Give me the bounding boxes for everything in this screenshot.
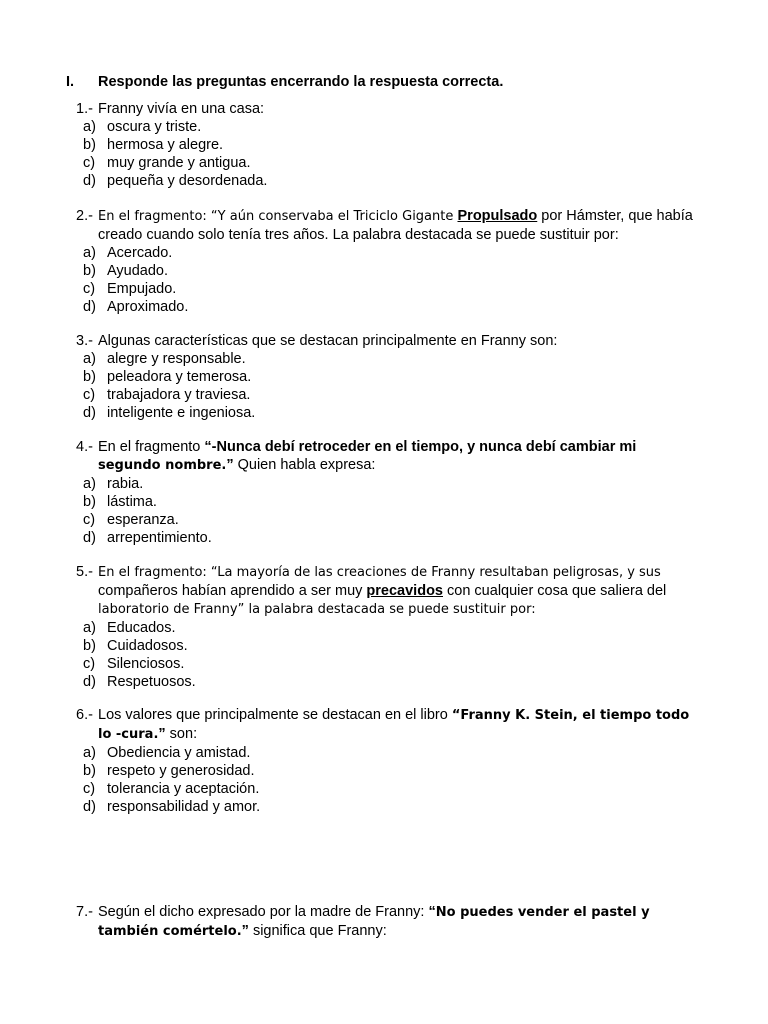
question-stem — [76, 563, 696, 619]
option-text: Aproximado. — [107, 299, 189, 315]
option-text: Educados. — [107, 620, 176, 636]
option-d[interactable] — [76, 673, 696, 691]
option-text: arrepentimiento. — [107, 530, 212, 546]
option-text: esperanza. — [107, 512, 179, 528]
option-text: hermosa y alegre. — [107, 137, 224, 153]
option-text: Obediencia y amistad. — [107, 745, 251, 761]
stem-text: Franny vivía en una casa: — [98, 101, 265, 117]
option-letter: d) — [83, 299, 96, 315]
option-letter: b) — [83, 494, 96, 510]
options-list — [76, 118, 696, 190]
section-instruction: Responde las preguntas encerrando la respuesta correcta. — [98, 74, 504, 90]
option-text: Empujado. — [107, 281, 177, 297]
option-a[interactable] — [76, 475, 696, 493]
option-letter: d) — [83, 405, 96, 421]
option-c[interactable] — [76, 154, 696, 172]
stem-text: En el fragmento — [98, 439, 205, 455]
option-a[interactable] — [76, 744, 696, 762]
stem-text: laboratorio de Franny” la palabra destacada se puede sustituir por: — [98, 602, 536, 617]
saying-text: también comértelo. — [98, 924, 242, 939]
option-c[interactable] — [76, 280, 696, 298]
option-text: Cuidadosos. — [107, 638, 188, 654]
options-list — [76, 744, 696, 816]
highlighted-word: Propulsado — [457, 208, 538, 224]
option-d[interactable] — [76, 404, 696, 422]
question-number: 2.- — [76, 208, 93, 224]
option-b[interactable] — [76, 637, 696, 655]
option-d[interactable] — [76, 298, 696, 316]
question-stem — [76, 903, 696, 941]
opening-quote: “ — [428, 904, 436, 920]
stem-text: Según el dicho expresado por la madre de Franny: — [98, 904, 429, 920]
option-text: responsabilidad y amor. — [107, 799, 261, 815]
option-d[interactable] — [76, 172, 696, 190]
closing-quote: ” — [241, 923, 249, 939]
option-text: tolerancia y aceptación. — [107, 781, 260, 797]
options-list — [76, 475, 696, 547]
option-text: Respetuosos. — [107, 674, 196, 690]
highlighted-word: precavidos — [366, 583, 443, 599]
options-list — [76, 619, 696, 691]
option-letter: d) — [83, 799, 96, 815]
option-a[interactable] — [76, 244, 696, 262]
option-letter: b) — [83, 369, 96, 385]
stem-text: Algunas características que se destacan principalmente en Franny son: — [98, 333, 558, 349]
option-a[interactable] — [76, 350, 696, 368]
option-letter: a) — [83, 476, 96, 492]
option-text: lástima. — [107, 494, 157, 510]
question-4 — [76, 438, 696, 547]
stem-text: significa que Franny: — [248, 923, 387, 939]
option-c[interactable] — [76, 780, 696, 798]
closing-quote: ” — [226, 457, 234, 473]
stem-text: En el fragmento: “La mayoría de las creaciones de Franny resultaban peligrosas, y sus — [98, 565, 661, 580]
option-text: trabajadora y traviesa. — [107, 387, 251, 403]
stem-text: En el fragmento: “Y aún conservaba el Triciclo Gigante — [98, 209, 458, 224]
option-b[interactable] — [76, 368, 696, 386]
option-d[interactable] — [76, 529, 696, 547]
option-b[interactable] — [76, 762, 696, 780]
option-letter: a) — [83, 351, 96, 367]
question-3 — [76, 332, 696, 422]
option-text: Ayudado. — [107, 263, 169, 279]
stem-text: Quien habla expresa: — [233, 457, 376, 473]
question-stem — [76, 706, 696, 744]
option-letter: c) — [83, 656, 96, 672]
question-stem — [76, 207, 696, 244]
question-stem — [76, 100, 696, 118]
option-letter: b) — [83, 638, 96, 654]
option-text: rabia. — [107, 476, 144, 492]
option-text: pequeña y desordenada. — [107, 173, 268, 189]
option-text: peleadora y temerosa. — [107, 369, 252, 385]
option-letter: d) — [83, 674, 96, 690]
question-7 — [76, 903, 696, 941]
option-text: inteligente e ingeniosa. — [107, 405, 256, 421]
option-letter: b) — [83, 763, 96, 779]
question-number: 4.- — [76, 439, 93, 455]
option-letter: c) — [83, 781, 96, 797]
option-b[interactable] — [76, 493, 696, 511]
options-list — [76, 350, 696, 422]
quoted-fragment: segundo nombre. — [98, 458, 227, 473]
option-b[interactable] — [76, 262, 696, 280]
option-c[interactable] — [76, 511, 696, 529]
option-d[interactable] — [76, 798, 696, 816]
option-text: muy grande y antigua. — [107, 155, 251, 171]
options-list — [76, 244, 696, 316]
option-text: oscura y triste. — [107, 119, 202, 135]
option-letter: c) — [83, 512, 96, 528]
question-number: 1.- — [76, 101, 93, 117]
option-letter: a) — [83, 245, 96, 261]
option-text: respeto y generosidad. — [107, 763, 255, 779]
stem-text: compañeros habían aprendido a ser muy — [98, 583, 367, 599]
section-heading — [66, 73, 503, 91]
option-letter: b) — [83, 137, 96, 153]
stem-text: Los valores que principalmente se destacan en el libro — [98, 707, 452, 723]
option-letter: c) — [83, 155, 96, 171]
option-b[interactable] — [76, 136, 696, 154]
option-c[interactable] — [76, 655, 696, 673]
quoted-fragment: “-Nunca debí retroceder en el tiempo, y nunca debí cambiar mi — [204, 439, 637, 455]
option-letter: b) — [83, 263, 96, 279]
question-2 — [76, 207, 696, 316]
question-number: 3.- — [76, 333, 93, 349]
question-number: 7.- — [76, 904, 93, 920]
option-letter: d) — [83, 173, 96, 189]
option-letter: a) — [83, 745, 96, 761]
question-1 — [76, 100, 696, 190]
option-letter: c) — [83, 281, 96, 297]
stem-text: con cualquier cosa que saliera del — [443, 583, 667, 599]
option-a[interactable] — [76, 118, 696, 136]
option-letter: c) — [83, 387, 96, 403]
closing-quote: ” — [158, 726, 166, 742]
option-text: Silenciosos. — [107, 656, 185, 672]
stem-text: por Hámster, que había creado cuando solo tenía tres años. La palabra destacada se puede sustituir por: — [98, 208, 693, 243]
question-number: 6.- — [76, 707, 93, 723]
option-a[interactable] — [76, 619, 696, 637]
stem-text: son: — [165, 726, 198, 742]
option-text: alegre y responsable. — [107, 351, 246, 367]
book-title: “Franny K. Stein, el tiempo todo — [451, 708, 690, 723]
option-letter: a) — [83, 119, 96, 135]
saying-text: No puedes vender el pastel y — [435, 905, 650, 920]
question-stem — [76, 332, 696, 350]
question-stem — [76, 438, 696, 475]
book-title: lo -cura. — [98, 727, 159, 742]
question-5 — [76, 563, 696, 691]
option-text: Acercado. — [107, 245, 173, 261]
section-number: I. — [66, 74, 75, 90]
option-letter: a) — [83, 620, 96, 636]
option-letter: d) — [83, 530, 96, 546]
question-6 — [76, 706, 696, 816]
option-c[interactable] — [76, 386, 696, 404]
question-number: 5.- — [76, 564, 93, 580]
